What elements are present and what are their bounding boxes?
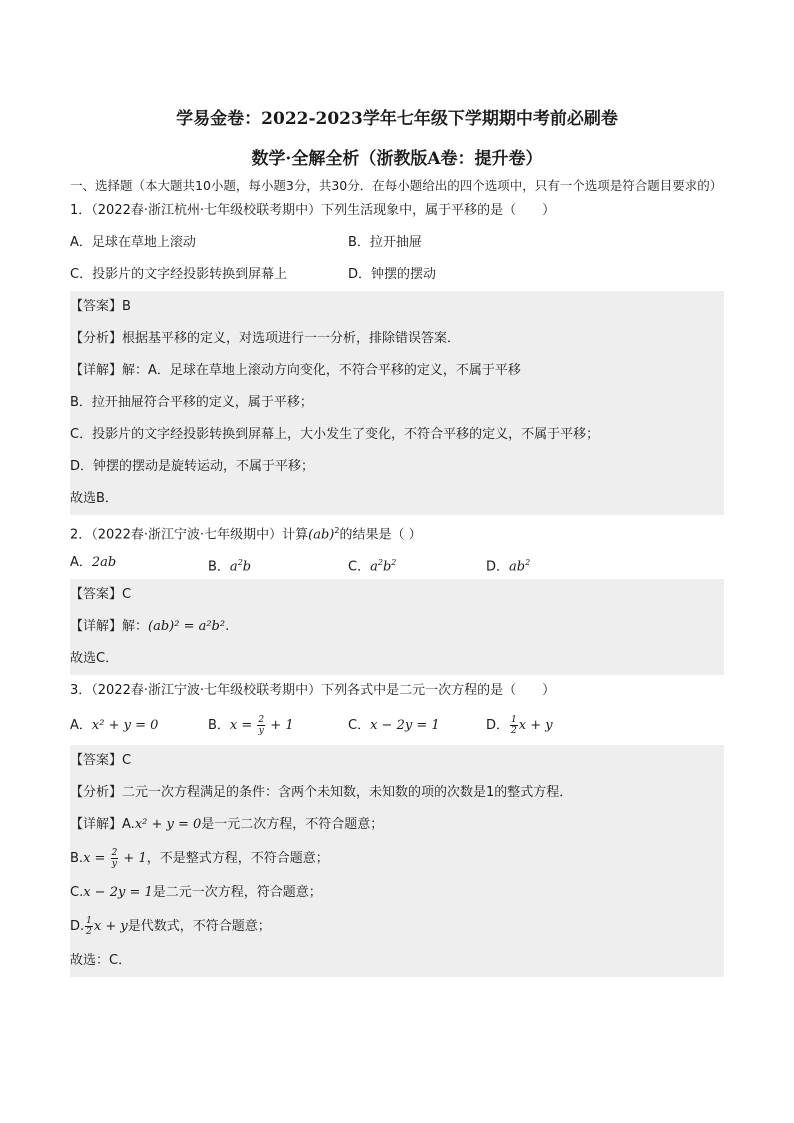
q1-options-row1 xyxy=(70,227,724,259)
q1-detail-line: B．拉开抽屉符合平移的定义，属于平移； xyxy=(70,395,313,410)
q3-option-c: C．x − 2y = 1 xyxy=(348,718,440,733)
q2-option-a: A．2ab xyxy=(70,555,117,570)
document-page xyxy=(70,100,724,977)
q2-option-c: C．$a^2b^2$ xyxy=(348,558,397,575)
q2-detail: 【详解】解：(ab)² = a²b². xyxy=(70,619,230,634)
q1-solution-block xyxy=(70,291,724,515)
q1-option-c: C．投影片的文字经投影转换到屏幕上 xyxy=(70,267,288,282)
section-heading: 一、选择题（本大题共10小题，每小题3分，共30分．在每小题给出的四个选项中，只有一个选项是符合题目要求的） xyxy=(70,178,723,193)
q3-options-row xyxy=(70,707,724,745)
q1-detail-line: D．钟摆的摆动是旋转运动，不属于平移； xyxy=(70,459,315,474)
q3-option-d: D． $\frac{1}{2}$ x + y xyxy=(486,715,553,736)
q3-detail-b: B.x = $\frac{2}{y}$ + 1，不是整式方程，不符合题意； xyxy=(70,848,329,869)
q2-options-row xyxy=(70,547,724,579)
q2-solution-block xyxy=(70,579,724,675)
q1-option-d: D．钟摆的摆动 xyxy=(348,267,437,282)
q2-option-b: B．$a^2b$ xyxy=(208,558,252,575)
q3-detail-d: D. $\frac{1}{2}$ x + y是代数式，不符合题意； xyxy=(70,916,271,937)
q1-option-b: B．拉开抽屉 xyxy=(348,235,422,250)
q3-answer: 【答案】C xyxy=(70,753,132,768)
q3-detail-c: C.x − 2y = 1是二元一次方程，符合题意； xyxy=(70,885,322,900)
q2-stem-expression: (ab) xyxy=(308,527,335,543)
q2-stem: 2．（2022春·浙江宁波·七年级期中）计算(ab)$^2$的结果是（ ） xyxy=(70,526,422,543)
q2-answer: 【答案】C xyxy=(70,587,132,602)
q2-conclusion: 故选C． xyxy=(70,651,119,666)
q1-analysis: 【分析】根据基平移的定义，对选项进行一一分析，排除错误答案． xyxy=(70,331,461,346)
q1-detail-line: C．投影片的文字经投影转换到屏幕上，大小发生了变化，不符合平移的定义，不属于平移； xyxy=(70,427,600,442)
q1-answer: 【答案】B xyxy=(70,299,131,314)
q3-option-b: B．x = $\frac{2}{y}$ + 1 xyxy=(208,715,294,736)
q3-analysis: 【分析】二元一次方程满足的条件：含两个未知数，未知数的项的次数是1的整式方程． xyxy=(70,785,573,800)
q1-stem: 1．（2022春·浙江杭州·七年级校联考期中）下列生活现象中，属于平移的是（ ） xyxy=(70,203,556,218)
q3-solution-block xyxy=(70,745,724,977)
q3-detail-a: 【详解】A.x² + y = 0是一元二次方程，不符合题意； xyxy=(70,817,384,832)
document-subtitle: 数学·全解全析（浙教版A卷：提升卷） xyxy=(251,149,543,169)
q3-stem: 3．（2022春·浙江宁波·七年级校联考期中）下列各式中是二元一次方程的是（ ） xyxy=(70,683,556,698)
q1-option-a: A．足球在草地上滚动 xyxy=(70,235,196,250)
q1-options-row2 xyxy=(70,259,724,291)
q3-option-a: A．x² + y = 0 xyxy=(70,718,159,733)
q1-conclusion: 故选B． xyxy=(70,491,118,506)
q2-option-d: D．$ab^2$ xyxy=(486,558,531,575)
document-title: 学易金卷：2022-2023学年七年级下学期期中考前必刷卷 xyxy=(176,109,618,129)
q3-conclusion: 故选：C． xyxy=(70,953,132,968)
q1-detail-line: 【详解】解：A．足球在草地上滚动方向变化，不符合平移的定义，不属于平移 xyxy=(70,363,521,378)
